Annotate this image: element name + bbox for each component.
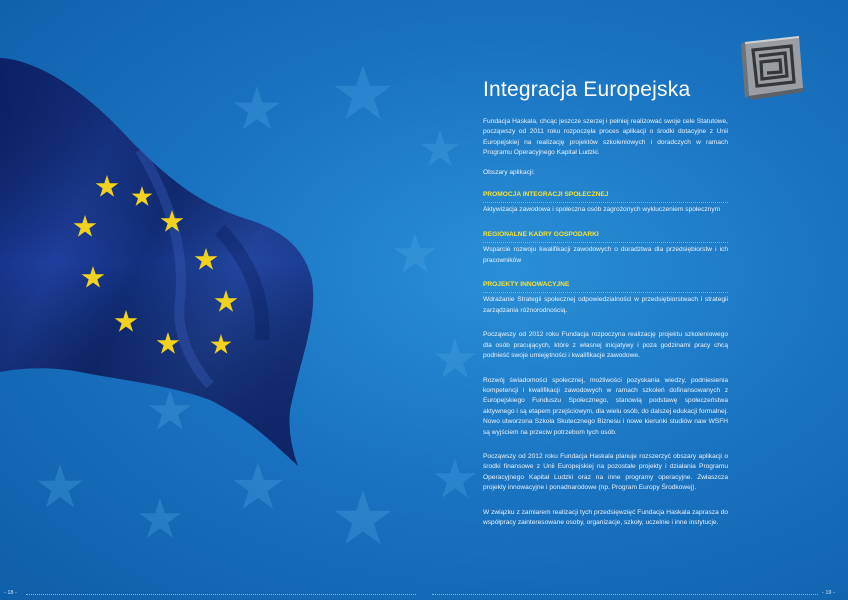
background-star [434,338,476,378]
background-star [139,498,181,538]
section-divider [483,242,728,243]
page-number-left: - 18 - [4,590,17,596]
background-star [421,130,459,166]
section-title: PROMOCJA INTEGRACJI SPOŁECZNEJ [483,191,609,199]
footer-line-right [432,594,818,595]
section-innowacyjne [483,278,728,316]
section-title: REGIONALNE KADRY GOSPODARKI [483,230,599,238]
section-divider [483,292,728,293]
body-paragraph: Począwszy od 2012 roku Fundacja rozpoczyna realizację projektu szkoleniowego dla osób pracujących, które z własnej inicjatywy i poza godzinami pracy chcą podnieść swoje umiejętności i kwalifikacje zawodowe. [483,331,728,360]
intro-paragraph: Fundacja Haskala, chcąc jeszcze szerzej i pełniej realizować swoje cele Statutowe, począwszy od 2011 roku rozpoczęła proces aplikacji o środki dotacyjne z Unii Europejskiej na realizację projektów szkoleniowych i doradczych w ramach Programu Operacyjnego Kapitał Ludzki. [483,118,728,157]
section-text: Wsparcie rozwoju kwalifikacji zawodowych o doradztwa dla przedsiębiorstw i ich pracowników [483,246,728,264]
background-star [394,233,436,273]
page-number-right: - 19 - [822,590,835,596]
article-body [483,117,728,537]
section-regionalne [483,228,728,266]
section-title: PROJEKTY INNOWACYJNE [483,281,570,289]
section-text: Wdrażanie Strategii społecznej odpowiedzialności w przedsiębiorstwach i strategii zarządzania różnorodnością. [483,296,728,314]
areas-label: Obszary aplikacji: [483,168,535,176]
section-text: Aktywizacja zawodowa i społeczna osób zagrożonych wykluczeniem społecznym [483,206,721,214]
eu-flag-image [0,0,330,470]
background-star [334,490,391,544]
section-promocja [483,188,728,216]
page-title: Integracja Europejska [483,78,691,101]
background-star [434,458,476,498]
body-paragraph: W związku z zamiarem realizacji tych przedsięwzięć Fundacja Haskala zaprasza do współpracy zainteresowane osoby, organizacje, szkoły, uczelnie i inne instytucje. [483,508,728,526]
fundacja-logo-icon [737,32,807,100]
page-footer [0,592,848,600]
section-divider [483,202,728,203]
background-star [37,464,83,507]
footer-line-left [26,594,416,595]
background-star [334,65,391,119]
body-paragraph: Począwszy od 2012 roku Fundacja Haskala planuje rozszerzyć obszary aplikacji o środki finansowe z Unii Europejskiej na pozostałe projekty i działania Programu Operacyjnego Kapitał Ludzki oraz na inne programy operacyjne. Zwłaszcza projekty innowacyjne i ponadnarodowe (np. Program Europy Środkowej). [483,452,728,492]
body-paragraph: Rozwój świadomości społecznej, możliwości pozyskania wiedzy, podniesienia kompetencji i kwalifikacji zawodowych w ramach szkoleń dofinansowanych z Europejskiego Funduszu Społecznego, stanowią podstawę społeczeństwa aktywnego i są etapem przejściowym, dla wielu osób, do dalszej edukacji formalnej. Nowo utworzona Szkoła Skutecznego Biznesu i nowe kierunki studiów naw WSFH są wyjściem na przeciw potrzebom tych osób. [483,376,728,436]
